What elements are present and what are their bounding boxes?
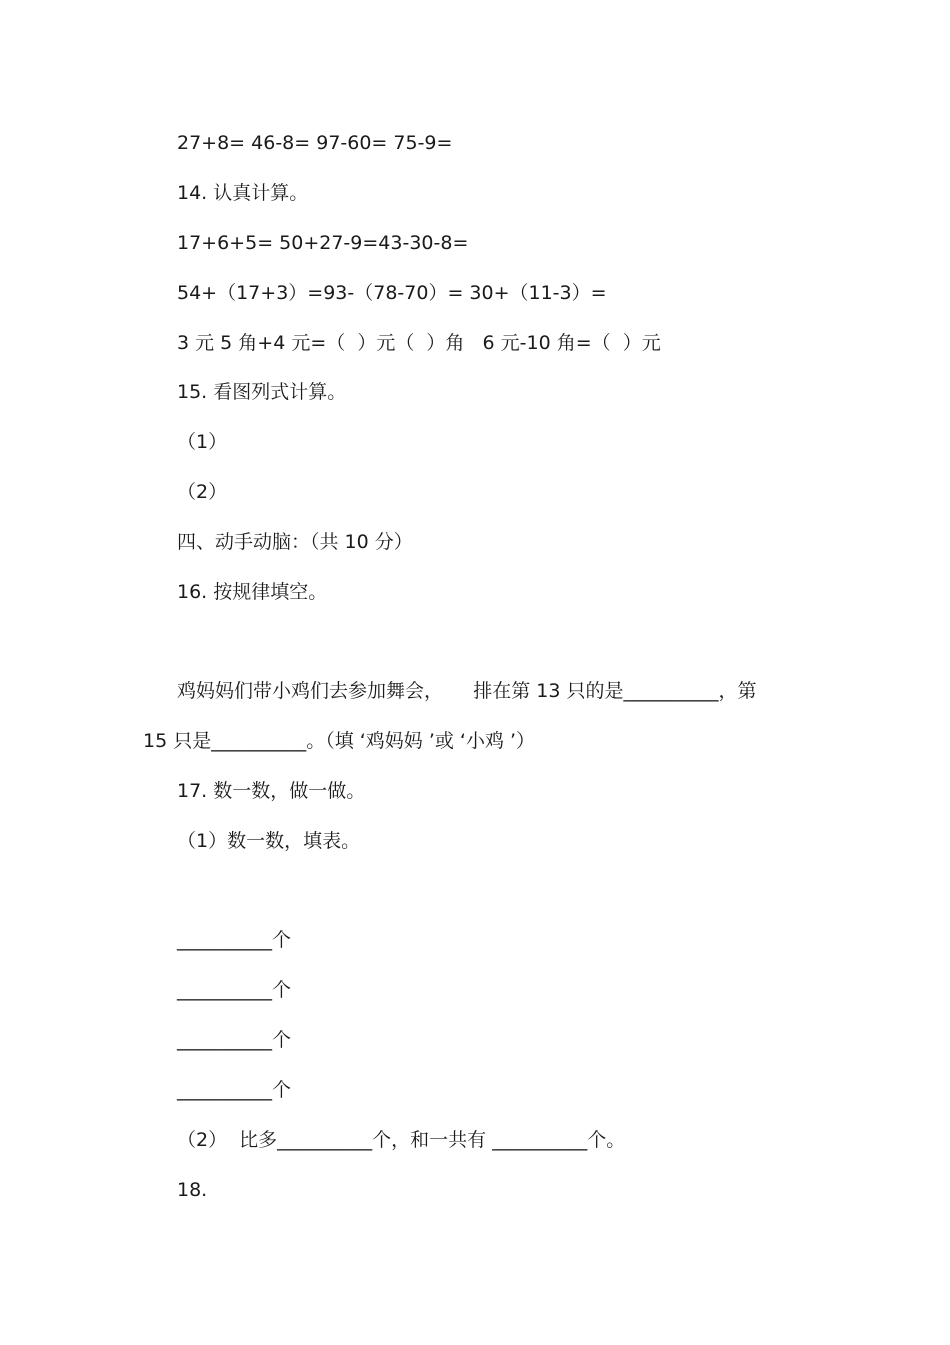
arithmetic-row-1: 27+8= 46-8= 97-60= 75-9= (177, 132, 453, 154)
subitem-2-label: （2） (177, 481, 228, 503)
question-14-heading: 14. 认真计算。 (177, 182, 309, 204)
question-17-heading: 17. 数一数，做一做。 (177, 780, 366, 802)
question-18-heading: 18. (177, 1179, 208, 1201)
pattern-question-text-continued: 15 只是__________。（填 ‘鸡妈妈 ’或 ‘小鸡 ’） (143, 730, 536, 752)
arithmetic-row-3: 54+（17+3）=93-（78-70）= 30+（11-3）= (177, 282, 607, 304)
subitem-1-label: （1） (177, 431, 228, 453)
count-blank-4: __________个 (177, 1079, 292, 1101)
count-blank-3: __________个 (177, 1029, 292, 1051)
question-15-heading: 15. 看图列式计算。 (177, 381, 347, 403)
question-17-part-2: （2） 比多__________个，和一共有 __________个。 (177, 1129, 626, 1151)
count-blank-1: __________个 (177, 929, 292, 951)
question-16-heading: 16. 按规律填空。 (177, 581, 328, 603)
section-4-heading: 四、动手动脑：（共 10 分） (177, 531, 413, 553)
pattern-question-text: 鸡妈妈们带小鸡们去参加舞会， 排在第 13 只的是__________，第 (177, 680, 757, 702)
question-17-part-1: （1）数一数，填表。 (177, 830, 361, 852)
count-blank-2: __________个 (177, 979, 292, 1001)
arithmetic-row-2: 17+6+5= 50+27-9=43-30-8= (177, 232, 469, 254)
money-conversion-row: 3 元 5 角+4 元=（ ）元（ ）角 6 元-10 角=（ ）元 (177, 332, 661, 354)
